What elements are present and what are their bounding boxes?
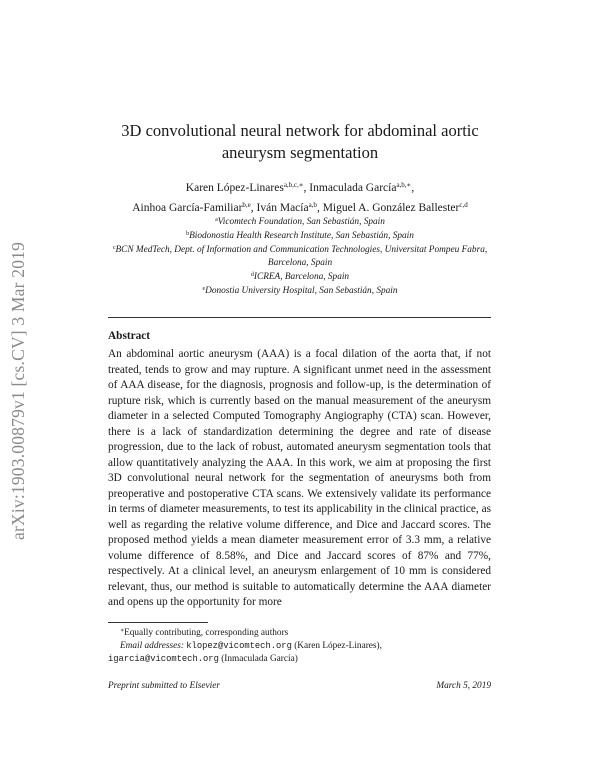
arxiv-identifier-stamp: arXiv:1903.00879v1 [cs.CV] 3 Mar 2019 — [8, 241, 28, 540]
title-line-1: 3D convolutional neural network for abdominal aortic — [121, 121, 479, 140]
footer-date: March 5, 2019 — [436, 681, 491, 691]
author-name: Iván Macía — [256, 202, 309, 214]
author-name: Ainhoa García-Familiar — [132, 202, 243, 214]
abstract-text: An abdominal aortic aneurysm (AAA) is a focal dilation of the aorta that, if not treated, tends to grow and may rupture. A significant unmet need in the assessment of AAA disease, for the diagnosis, prognosis and follow-up, is the determination of rupture risk, which is currently based on the manual measurement of the aneurysm diameter in a selected Computed Tomography Angiography (CTA) scan. However, there is a lack of standardization determining the degree and rate of disease progression, due to the lack of robust, automated aneurysm segmentation tools that allow quantitatively analyzing the AAA. In this work, we aim at proposing the first 3D convolutional neural network for the segmentation of aneurysms both from preoperative and postoperative CTA scans. We extensively validate its performance in terms of diameter measurements, to test its applicability in the clinical practice, as well as regarding the relative volume difference, and Dice and Jaccard scores. The proposed method yields a mean diameter measurement error of 3.3 mm, a relative volume difference of 8.58%, and Dice and Jaccard scores of 87% and 77%, respectively. At a clinical level, an aneurysm enlargement of 10 mm is considered relevant, thus, our method is suitable to automatically determine the AAA diameter and opens up the opportunity for more — [108, 348, 491, 608]
page-footer — [108, 681, 491, 691]
affiliation-list — [108, 214, 492, 297]
affiliation-item: $^e$Donostia University Hospital, San Sebastián, Spain — [202, 286, 398, 297]
author-affil-marker: a,b,∗ — [396, 181, 412, 189]
title-line-2: aneurysm segmentation — [221, 143, 379, 162]
author-name: Karen López-Linares — [185, 182, 284, 194]
affiliation-item: $^d$ICREA, Barcelona, Spain — [250, 271, 350, 282]
footer-preprint-note: Preprint submitted to Elsevier — [108, 681, 220, 691]
footnote-emails-cont: igarcia@vicomtech.org (Inmaculada García) — [108, 653, 298, 664]
affiliation-item: $^c$BCN MedTech, Dept. of Information and Communication Technologies, Universitat Pompeu Fabra, Barcelona, Spain — [112, 245, 488, 268]
author-affil-marker: a,b,c,∗ — [283, 181, 304, 189]
abstract-heading: Abstract — [108, 330, 151, 342]
affiliation-item: $^a$Vicomtech Foundation, San Sebastián, Spain — [215, 217, 385, 227]
author-name: Inmaculada García — [309, 182, 397, 194]
email-link[interactable]: igarcia@vicomtech.org — [108, 653, 219, 664]
email-link[interactable]: klopez@vicomtech.org — [186, 640, 292, 651]
footnote-corresponding: ∗Equally contributing, corresponding authors — [120, 628, 289, 638]
affiliation-item: $^b$Biodonostia Health Research Institute, San Sebastián, Spain — [186, 231, 414, 242]
author-list — [90, 177, 510, 217]
author-affil-marker: a,b — [308, 201, 317, 209]
author-affil-marker: b,e — [242, 201, 251, 209]
author-name: Miguel A. González Ballester — [322, 202, 460, 214]
paper-title — [100, 120, 500, 164]
footnote-emails: Email addresses: klopez@vicomtech.org (Karen López-Linares), — [120, 640, 382, 651]
abstract-top-rule — [108, 317, 491, 318]
author-affil-marker: c,d — [459, 201, 468, 209]
footnotes — [108, 625, 491, 665]
author-line-1: Karen López-Linares$^{a,b,c,∗}$, Inmaculada García$^{a,b,∗}$, — [185, 181, 415, 194]
footnote-rule — [108, 622, 208, 623]
author-line-2: Ainhoa García-Familiar$^{b,e}$, Iván Macía$^{a,b}$, Miguel A. González Ballester$^{c,d}$ — [132, 201, 468, 214]
